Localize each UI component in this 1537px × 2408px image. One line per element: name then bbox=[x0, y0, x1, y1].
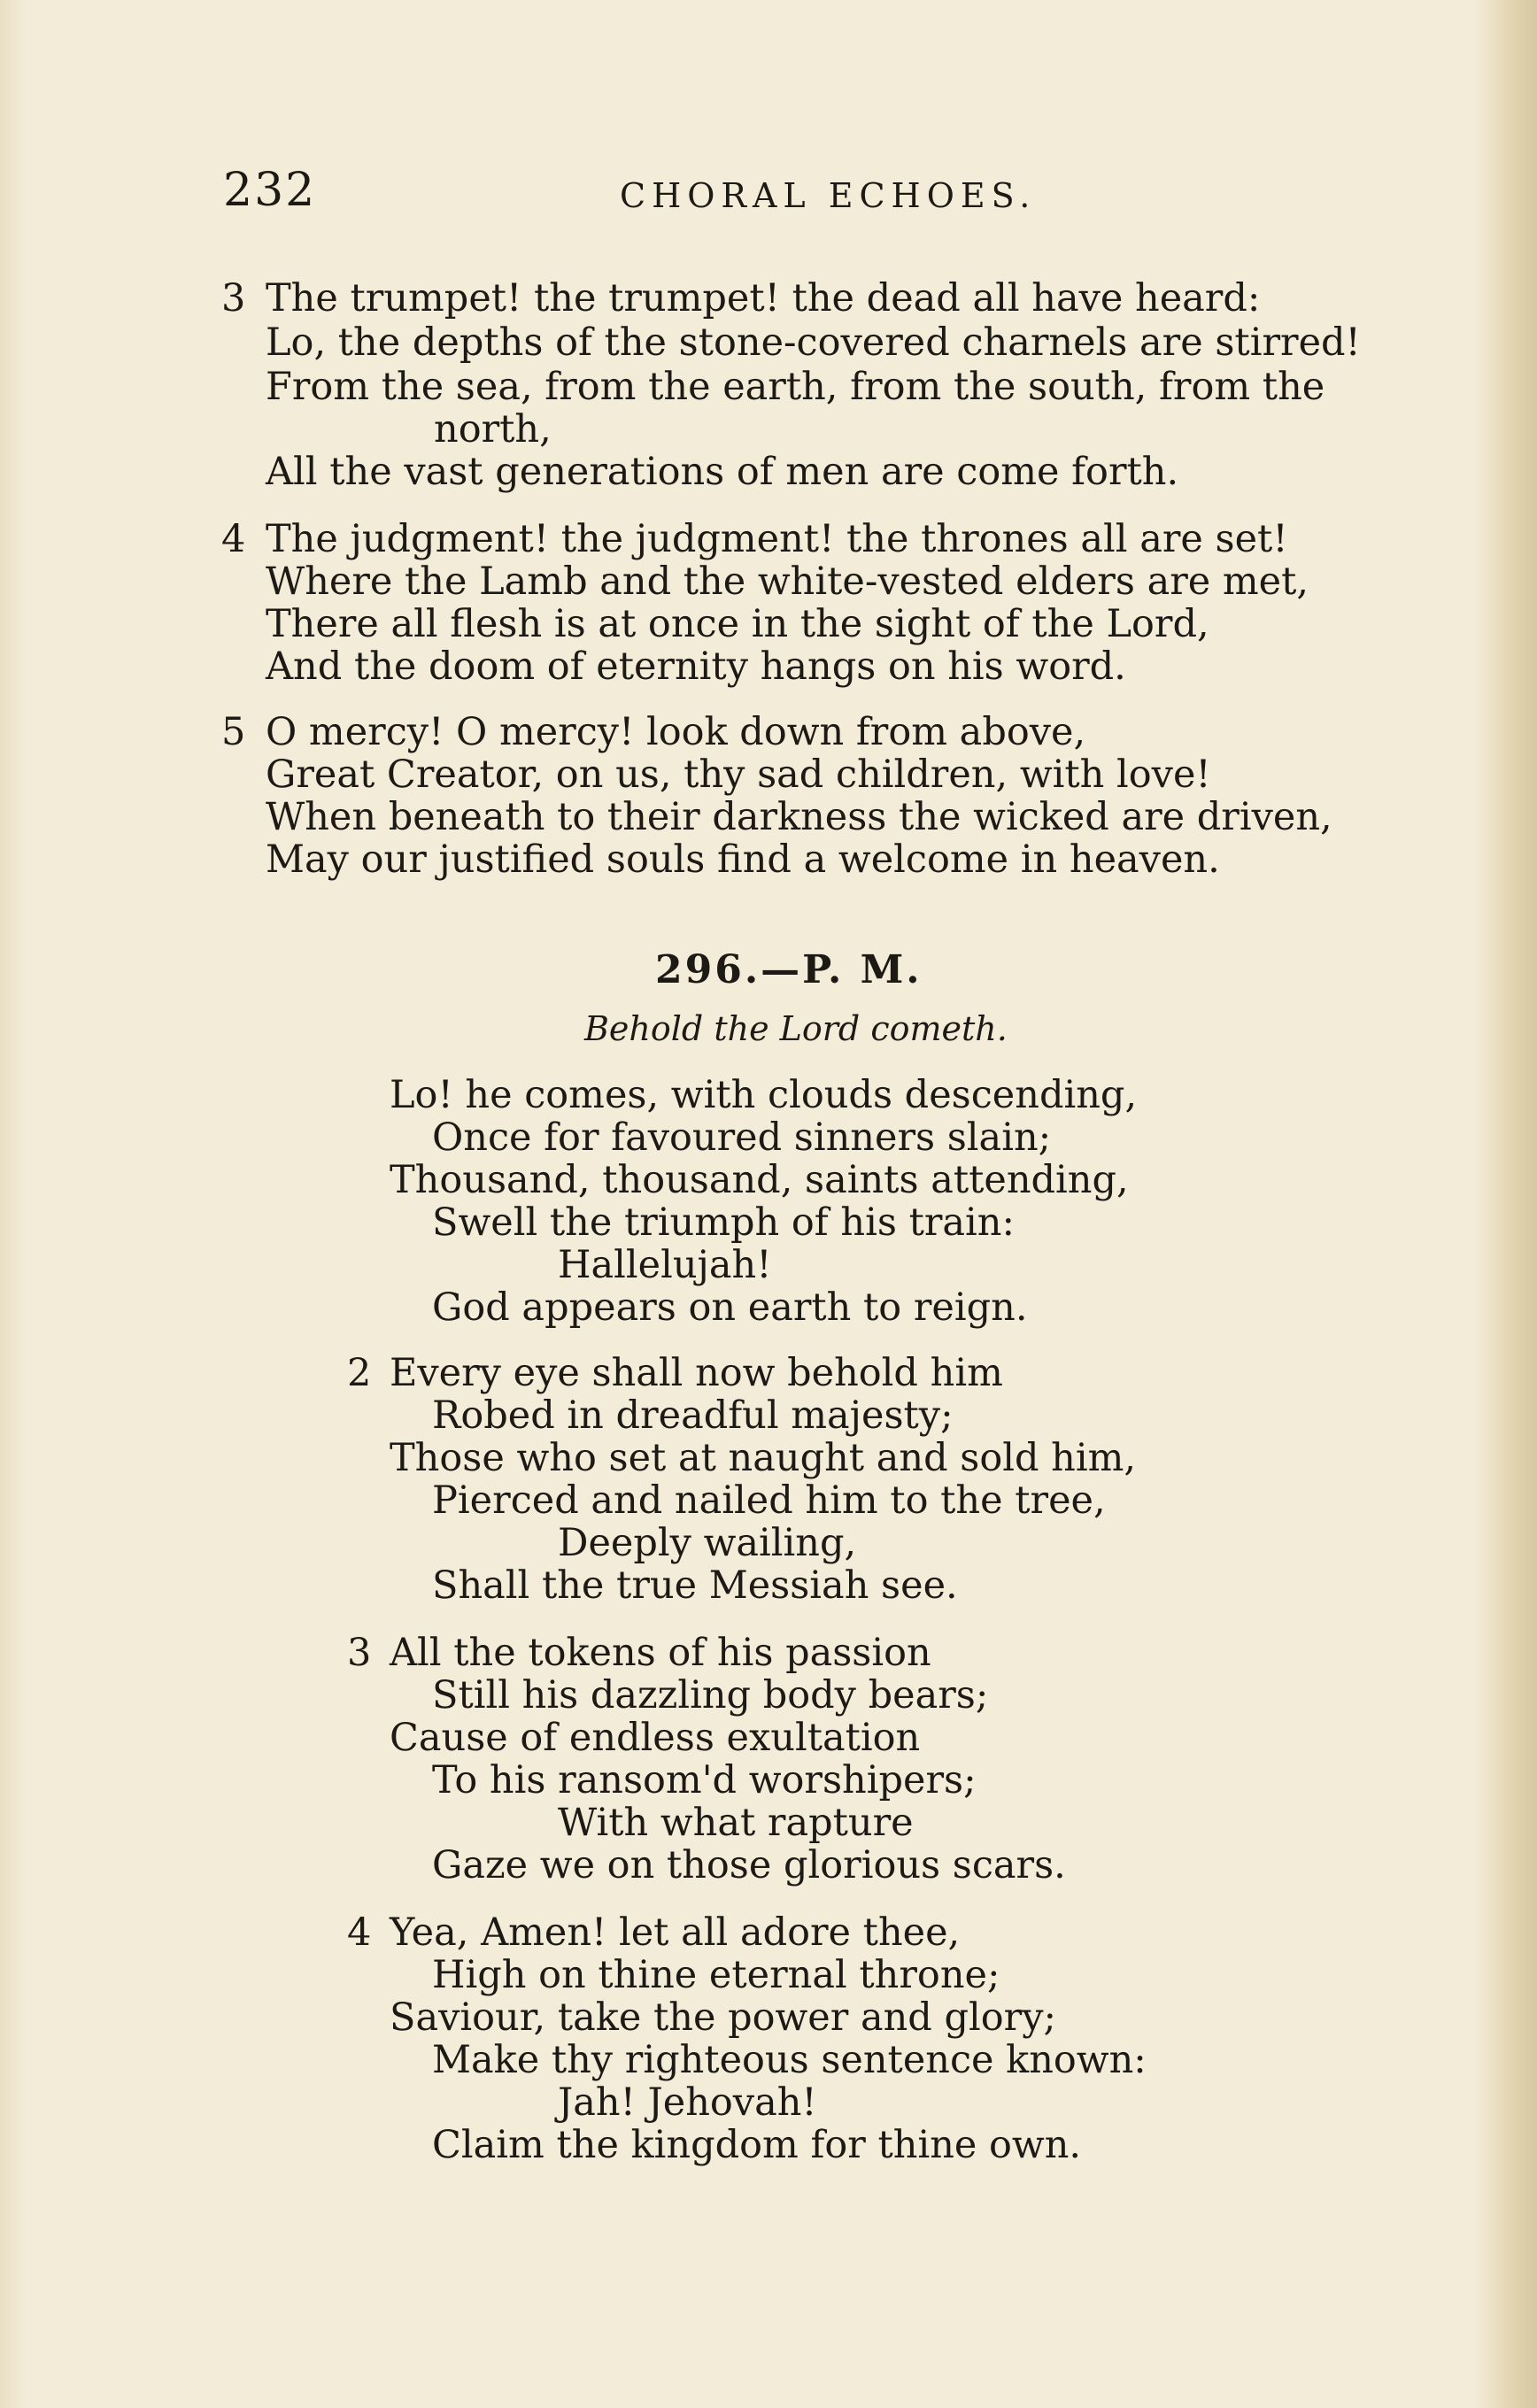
page-edge-right bbox=[1475, 0, 1537, 2408]
verse-line: God appears on earth to reign. bbox=[432, 1285, 1028, 1330]
verse-line: High on thine eternal throne; bbox=[432, 1953, 1000, 1997]
verse-line: Robed in dreadful majesty; bbox=[432, 1393, 954, 1438]
stanza-number: 4 bbox=[221, 517, 246, 561]
verse-line: With what rapture bbox=[558, 1801, 914, 1845]
verse-line: Yea, Amen! let all adore thee, bbox=[390, 1910, 961, 1955]
running-header bbox=[0, 164, 1537, 217]
stanza-number: 2 bbox=[347, 1351, 372, 1395]
verse-line: Gaze we on those glorious scars. bbox=[432, 1843, 1066, 1887]
verse-line: Make thy righteous sentence known: bbox=[432, 2038, 1147, 2082]
verse-line: Every eye shall now behold him bbox=[390, 1351, 1003, 1395]
running-title: CHORAL ECHOES. bbox=[620, 176, 1037, 215]
verse-line: All the tokens of his passion bbox=[390, 1631, 931, 1675]
verse-line: Pierced and nailed him to the tree, bbox=[432, 1478, 1106, 1523]
verse-line: Where the Lamb and the white-vested elders are met, bbox=[266, 560, 1309, 604]
verse-line: When beneath to their darkness the wicked are driven, bbox=[266, 795, 1332, 839]
verse-line: Cause of endless exultation bbox=[390, 1716, 921, 1760]
page-edge-left bbox=[0, 0, 27, 2408]
verse-line: May our justified souls find a welcome in heaven. bbox=[266, 837, 1220, 882]
verse-line: north, bbox=[434, 407, 552, 452]
stanza-number: 3 bbox=[221, 276, 246, 320]
verse-line: O mercy! O mercy! look down from above, bbox=[266, 710, 1086, 754]
verse-line: There all flesh is at once in the sight of the Lord, bbox=[266, 602, 1209, 646]
verse-line: All the vast generations of men are come forth. bbox=[266, 450, 1179, 494]
verse-line: Still his dazzling body bears; bbox=[432, 1673, 989, 1717]
verse-line: Thousand, thousand, saints attending, bbox=[390, 1158, 1129, 1202]
stanza-number: 3 bbox=[347, 1631, 372, 1675]
hymn-subtitle: Behold the Lord cometh. bbox=[584, 1009, 1008, 1048]
verse-line: Jah! Jehovah! bbox=[558, 2080, 817, 2125]
verse-line: Those who set at naught and sold him, bbox=[390, 1436, 1137, 1480]
verse-line: Swell the triumph of his train: bbox=[432, 1200, 1015, 1245]
verse-line: From the sea, from the earth, from the south, from the bbox=[266, 365, 1325, 409]
verse-line: Once for favoured sinners slain; bbox=[432, 1115, 1052, 1160]
verse-line: Lo, the depths of the stone-covered charnels are stirred! bbox=[266, 320, 1361, 365]
verse-line: Great Creator, on us, thy sad children, with love! bbox=[266, 752, 1211, 797]
verse-line: Hallelujah! bbox=[558, 1243, 772, 1287]
stanza-number: 5 bbox=[221, 710, 246, 754]
verse-line: Shall the true Messiah see. bbox=[432, 1563, 958, 1608]
verse-line: And the doom of eternity hangs on his word. bbox=[266, 644, 1126, 689]
verse-line: To his ransom'd worshipers; bbox=[432, 1758, 977, 1802]
page-number: 232 bbox=[223, 164, 317, 217]
verse-line: Claim the kingdom for thine own. bbox=[432, 2123, 1082, 2167]
stanza-number: 4 bbox=[347, 1910, 372, 1955]
hymn-number: 296.—P. M. bbox=[655, 947, 923, 992]
verse-line: The trumpet! the trumpet! the dead all have heard: bbox=[266, 276, 1261, 320]
verse-line: The judgment! the judgment! the thrones all are set! bbox=[266, 517, 1288, 561]
verse-line: Lo! he comes, with clouds descending, bbox=[390, 1073, 1138, 1117]
verse-line: Saviour, take the power and glory; bbox=[390, 1995, 1056, 2040]
verse-line: Deeply wailing, bbox=[558, 1521, 857, 1565]
